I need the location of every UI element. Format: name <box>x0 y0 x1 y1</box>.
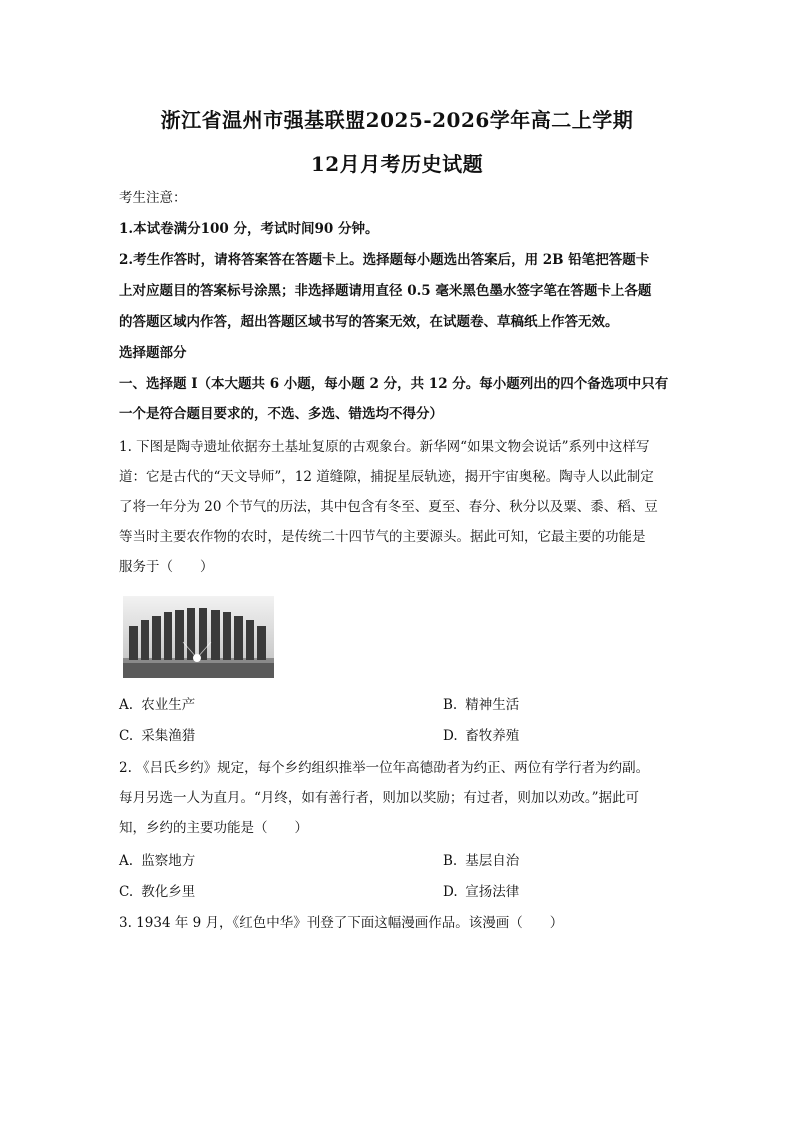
observatory-illustration <box>123 596 274 678</box>
q3-stem-line-1: 3. 1934 年 9 月，《红色中华》刊登了下面这幅漫画作品。该漫画（ ） <box>119 915 564 931</box>
q2-option-a-text: 监察地方 <box>141 853 196 869</box>
notice-item-2-line-1: 2.考生作答时，请将答案答在答题卡上。选择题每小题选出答案后，用 2B 铅笔把答题卡 <box>119 252 650 268</box>
q2-option-c <box>119 882 195 902</box>
q1-option-c-letter: C. <box>119 728 134 744</box>
q2-option-d-letter: D. <box>443 884 458 900</box>
q2-option-b-text: 基层自治 <box>465 853 520 869</box>
q1-option-b-letter: B. <box>443 697 458 713</box>
exam-title-line-1: 浙江省温州市强基联盟2025-2026学年高二上学期 <box>160 108 634 132</box>
q2-stem-line-2: 每月另选一人为直月。“月终，如有善行者，则加以奖励；有过者，则加以劝改。”据此可 <box>119 790 640 806</box>
q2-option-b <box>443 851 519 871</box>
q2-stem-line-3: 知，乡约的主要功能是（ ） <box>119 820 308 836</box>
q1-option-a-text: 农业生产 <box>141 697 196 713</box>
notice-item-2-line-3: 的答题区域内作答，超出答题区域书写的答案无效，在试题卷、草稿纸上作答无效。 <box>119 314 619 330</box>
notice-item-1: 1.本试卷满分100 分，考试时间90 分钟。 <box>119 221 379 237</box>
notice-heading: 考生注意： <box>119 190 187 206</box>
notice-item-2-line-2: 上对应题目的答案标号涂黑；非选择题请用直径 0.5 毫米黑色墨水签字笔在答题卡上各题 <box>119 283 652 299</box>
observatory-photo <box>123 596 274 678</box>
q2-option-a <box>119 851 195 871</box>
q1-stem-line-5: 服务于（ ） <box>119 559 214 575</box>
q1-option-a <box>119 695 195 715</box>
q2-option-d-text: 宣扬法律 <box>465 884 520 900</box>
q2-option-a-letter: A. <box>119 853 134 869</box>
q1-option-a-letter: A. <box>119 697 134 713</box>
q1-stem-line-2: 道：它是古代的“天文导师”，12 道缝隙，捕捉星辰轨迹，揭开宇宙奥秘。陶寺人以此制定 <box>119 469 654 485</box>
q1-option-d-text: 畜牧养殖 <box>465 728 520 744</box>
part-heading-line-1: 一、选择题 I（本大题共 6 小题，每小题 2 分，共 12 分。每小题列出的四个备选项中只有 <box>119 376 669 392</box>
q2-option-c-text: 教化乡里 <box>141 884 196 900</box>
q1-stem-line-4: 等当时主要农作物的农时，是传统二十四节气的主要源头。据此可知，它最主要的功能是 <box>119 529 646 545</box>
q1-option-b <box>443 695 519 715</box>
q1-stem-line-1: 1. 下图是陶寺遗址依据夯土基址复原的古观象台。新华网“如果文物会说话”系列中这样写 <box>119 439 650 455</box>
section-heading: 选择题部分 <box>119 345 187 361</box>
q1-option-d-letter: D. <box>443 728 458 744</box>
q1-option-c <box>119 726 195 746</box>
q2-option-d <box>443 882 519 902</box>
q1-option-d <box>443 726 519 746</box>
q1-option-c-text: 采集渔猎 <box>141 728 196 744</box>
q1-option-b-text: 精神生活 <box>465 697 520 713</box>
q2-stem-line-1: 2. 《吕氏乡约》规定，每个乡约组织推举一位年高德劭者为约正、两位有学行者为约副。 <box>119 760 650 776</box>
q2-option-b-letter: B. <box>443 853 458 869</box>
q2-option-c-letter: C. <box>119 884 134 900</box>
exam-title-line-2: 12月月考历史试题 <box>310 152 484 176</box>
q1-stem-line-3: 了将一年分为 20 个节气的历法，其中包含有冬至、夏至、春分、秋分以及粟、黍、稻、豆 <box>119 499 658 515</box>
part-heading-line-2: 一个是符合题目要求的，不选、多选、错选均不得分） <box>119 406 443 422</box>
